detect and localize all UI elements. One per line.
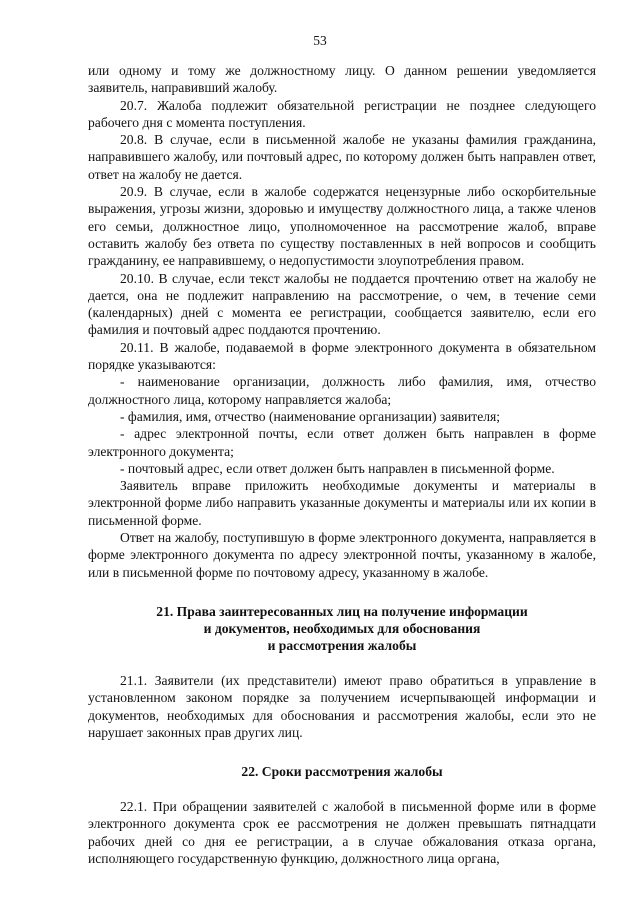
page-number: 53 (313, 33, 327, 48)
section-21-heading-line: 21. Права заинтересованных лиц на получение информации (156, 603, 528, 619)
paragraph-20-7: 20.7. Жалоба подлежит обязательной регистрации не позднее следующего рабочего дня с момента поступления. (88, 97, 596, 130)
list-item-applicant-name: - фамилия, имя, отчество (наименование организации) заявителя; (120, 408, 501, 424)
paragraph-20-10: 20.10. В случае, если текст жалобы не поддается прочтению ответ на жалобу не дается, она не подлежит направлению на рассмотрение, о чем, в течение семи (календарных) дней с момента ее регистрации, сообщается заявителю, если его фамилия и почтовый адрес поддаются прочтению. (88, 270, 596, 338)
paragraph-attachments: Заявитель вправе приложить необходимые документы и материалы в электронной форме либо направить указанные документы и материалы или их копии в письменной форме. (88, 478, 596, 528)
section-22-heading: 22. Сроки рассмотрения жалобы (241, 764, 443, 780)
paragraph-20-9: 20.9. В случае, если в жалобе содержатся нецензурные либо оскорбительные выражения, угрозы жизни, здоровью и имуществу должностного лица, а также членов его семьи, должностное лицо, уполномоченное на рассмотрение жалоб, вправе оставить жалобу без ответа по существу поставленных в ней вопросов и сообщить гражданину, ее направившему, о недопустимости злоупотребления правом. (88, 184, 596, 269)
paragraph-20-8: 20.8. В случае, если в письменной жалобе не указаны фамилия гражданина, направившего жалобу, или почтовый адрес, по которому должен быть направлен ответ, ответ на жалобу не дается. (88, 132, 596, 182)
section-21-heading-line: и рассмотрения жалобы (267, 637, 417, 653)
document-body (88, 62, 596, 867)
list-item-postal-address: - почтовый адрес, если ответ должен быть направлен в письменной форме. (120, 460, 555, 476)
section-21-heading (88, 603, 596, 654)
paragraph-21-1: 21.1. Заявители (их представители) имеют право обратиться в управление в установленном законом порядке за получением исчерпывающей информации и документов, необходимых для обоснования и рассмотрения жалобы, если это не нарушает законных прав других лиц. (88, 672, 596, 740)
list-item-email: - адрес электронной почты, если ответ должен быть направлен в форме электронного документа; (88, 426, 596, 459)
paragraph-22-1: 22.1. При обращении заявителей с жалобой в письменной форме или в форме электронного документа срок ее рассмотрения не должен превышать пятнадцати рабочих дней со дня ее регистрации, а в случае обжалования отказа органа, исполняющего государственную функцию, должностного лица органа, (88, 799, 596, 866)
paragraph-continuation: или одному и тому же должностному лицу. О данном решении уведомляется заявитель, направивший жалобу. (88, 63, 596, 96)
list-item-organization: - наименование организации, должность либо фамилия, имя, отчество должностного лица, которому направляется жалоба; (88, 374, 596, 407)
section-21-heading-line: и документов, необходимых для обоснования (203, 620, 481, 636)
paragraph-20-11: 20.11. В жалобе, подаваемой в форме электронного документа в обязательном порядке указываются: (88, 339, 596, 373)
paragraph-response: Ответ на жалобу, поступившую в форме электронного документа, направляется в форме электронного документа по адресу электронной почты, указанному в жалобе, или в письменной форме по почтовому адресу, указанному в жалобе. (88, 530, 596, 580)
